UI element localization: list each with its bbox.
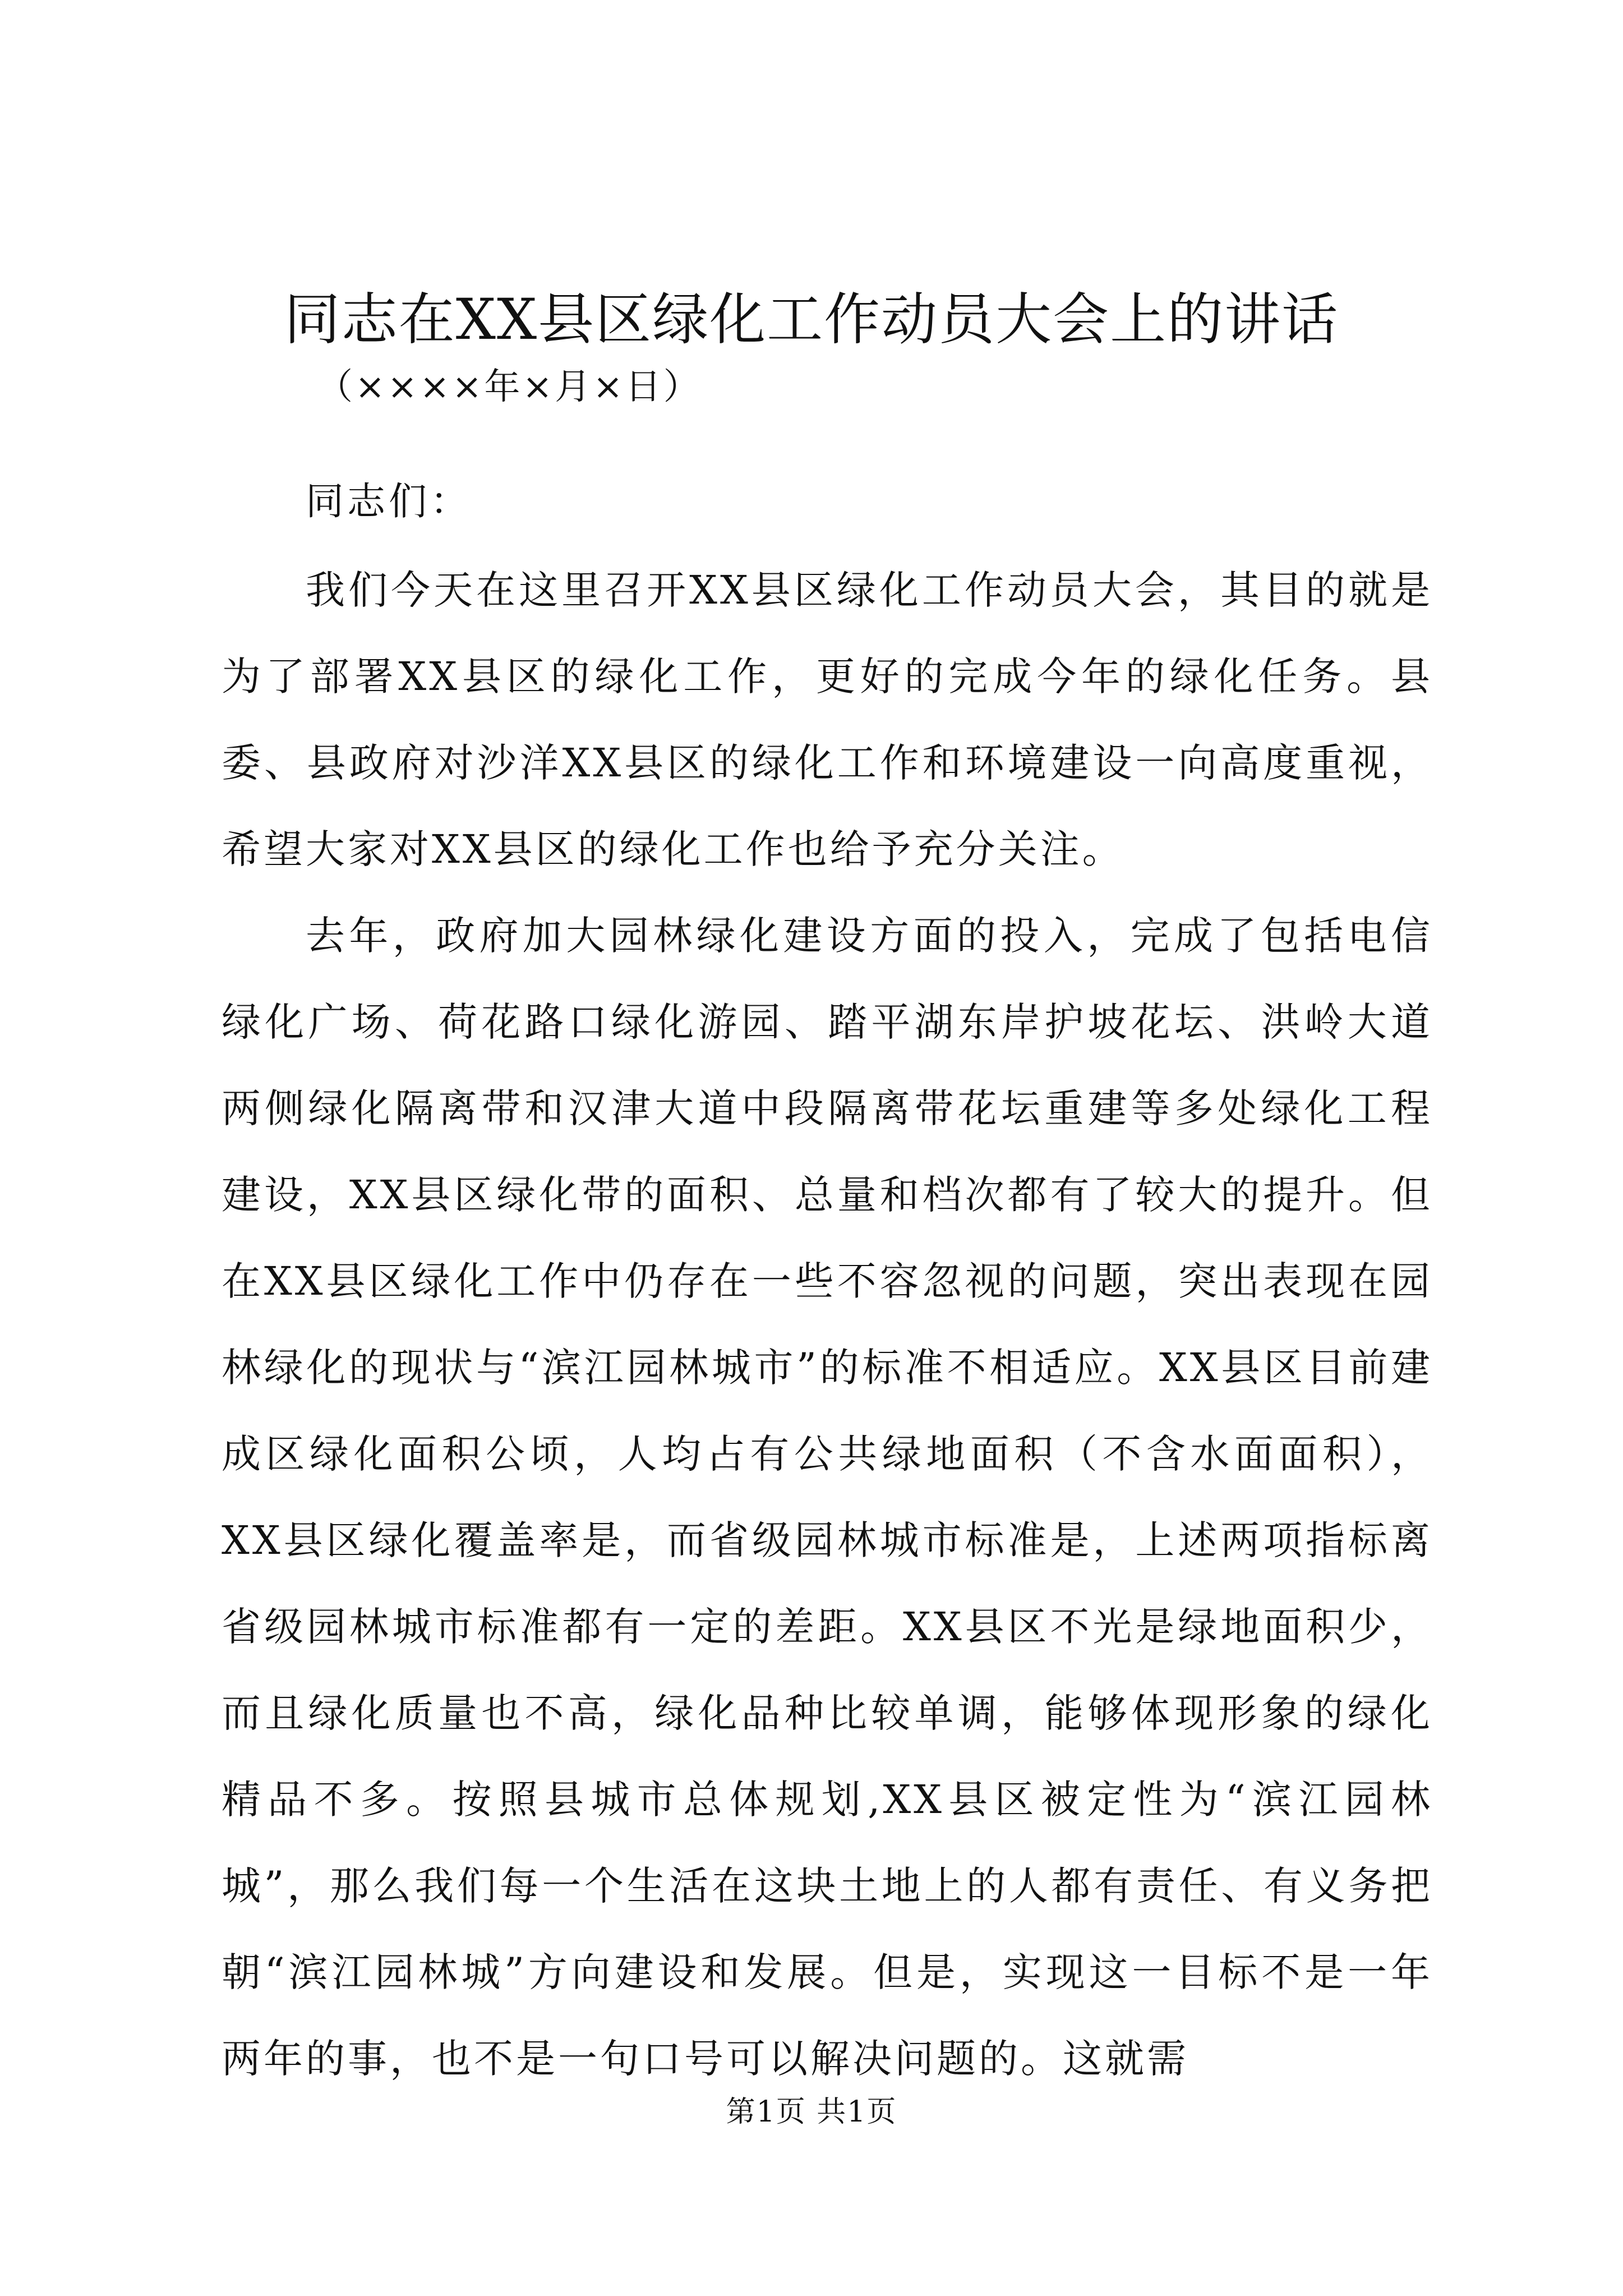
document-title: 同志在XX县区绿化工作动员大会上的讲话 bbox=[284, 287, 1339, 352]
salutation: 同志们： bbox=[306, 480, 472, 524]
paragraph: 我们今天在这里召开XX县区绿化工作动员大会，其目的就是为了部署XX县区的绿化工作，更好的完成今年的绿化任务。县委、县政府对沙洋XX县区的绿化工作和环境建设一向高度重视，希望大家对XX县区的绿化工作也给予充分关注。 bbox=[222, 567, 1433, 872]
paragraph: 去年，政府加大园林绿化建设方面的投入，完成了包括电信绿化广场、荷花路口绿化游园、踏平湖东岸护坡花坛、洪岭大道两侧绿化隔离带和汉津大道中段隔离带花坛重建等多处绿化工程建设，XX县区绿化带的面积、总量和档次都有了较大的提升。但在XX县区绿化工作中仍存在一些不容忽视的问题，突出表现在园林绿化的现状与“滨江园林城市”的标准不相适应。XX县区目前建成区绿化面积公顷，人均占有公共绿地面积（不含水面面积），XX县区绿化覆盖率是，而省级园林城市标准是，上述两项指标离省级园林城市标准都有一定的差距。XX县区不光是绿地面积少，而且绿化质量也不高，绿化品种比较单调，能够体现形象的绿化精品不多。按照县城市总体规划,XX县区被定性为“滨江园林城”，那么我们每一个生活在这块土地上的人都有责任、有义务把朝“滨江园林城”方向建设和发展。但是，实现这一目标不是一年两年的事，也不是一句口号可以解决问题的。这就需 bbox=[222, 913, 1433, 2082]
speech-date: （××××年×月×日） bbox=[317, 366, 702, 408]
document-body bbox=[222, 547, 1433, 2102]
page-footer: 第1页 共1页 bbox=[726, 2095, 897, 2129]
